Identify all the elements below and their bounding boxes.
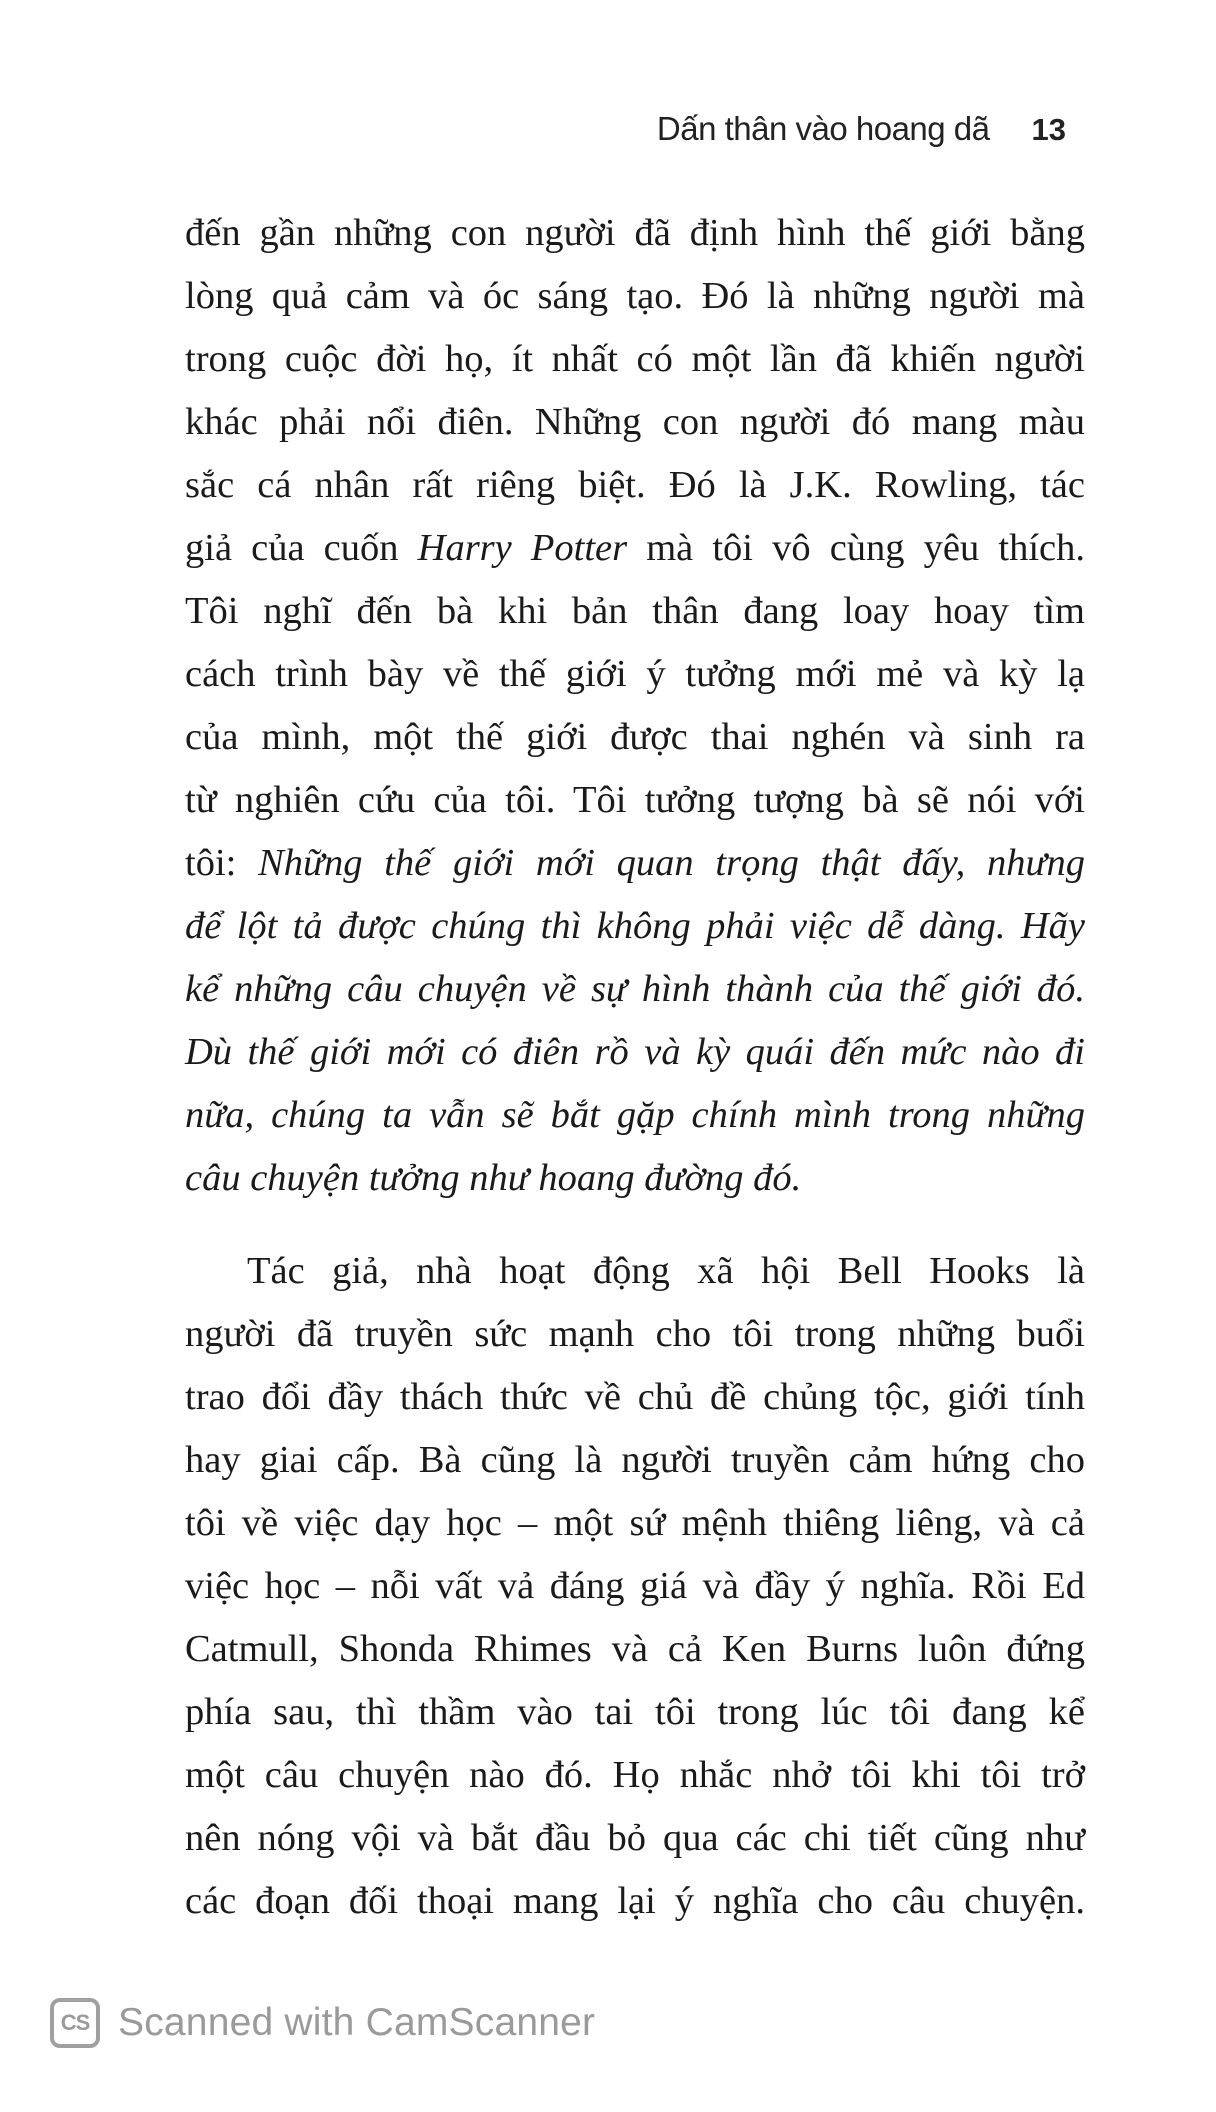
italic-quote-line: nữa, chúng ta vẫn sẽ bắt gặp chính mình trong những bbox=[185, 1094, 1085, 1136]
text-line bbox=[185, 832, 1085, 895]
text-line: Catmull, Shonda Rhimes và cả Ken Burns luôn đứng bbox=[185, 1628, 1085, 1670]
italic-quote-line: Dù thế giới mới có điên rồ và kỳ quái đến mức nào đi bbox=[185, 1031, 1085, 1073]
watermark-text: Scanned with CamScanner bbox=[118, 2001, 596, 2044]
text-line: việc học – nỗi vất vả đáng giá và đầy ý nghĩa. Rồi Ed bbox=[185, 1565, 1085, 1607]
italic-quote-line: câu chuyện tưởng như hoang đường đó. bbox=[185, 1157, 802, 1199]
text-line: Tôi nghĩ đến bà khi bản thân đang loay hoay tìm bbox=[185, 590, 1085, 632]
body-text bbox=[185, 202, 1085, 1933]
text-line: của mình, một thế giới được thai nghén và sinh ra bbox=[185, 716, 1085, 758]
camscanner-watermark bbox=[50, 1998, 595, 2048]
text-line: phía sau, thì thầm vào tai tôi trong lúc tôi đang kể bbox=[185, 1691, 1085, 1733]
running-head bbox=[657, 110, 1066, 148]
text-line: các đoạn đối thoại mang lại ý nghĩa cho câu chuyện. bbox=[185, 1880, 1085, 1922]
text-line bbox=[185, 517, 1085, 580]
running-title: Dấn thân vào hoang dã bbox=[656, 110, 990, 147]
italic-quote-start: Những thế giới mới quan trọng thật đấy, nhưng bbox=[258, 842, 1086, 884]
italic-quote-line: kể những câu chuyện về sự hình thành của thế giới đó. bbox=[185, 968, 1085, 1010]
page-number: 13 bbox=[1031, 112, 1066, 147]
text-line: khác phải nổi điên. Những con người đó mang màu bbox=[185, 401, 1085, 443]
text-line: sắc cá nhân rất riêng biệt. Đó là J.K. Rowling, tác bbox=[185, 464, 1085, 506]
text-run: mà tôi vô cùng yêu thích. bbox=[627, 527, 1085, 569]
text-line: người đã truyền sức mạnh cho tôi trong những buổi bbox=[185, 1313, 1085, 1355]
italic-quote-line: để lột tả được chúng thì không phải việc dễ dàng. Hãy bbox=[185, 905, 1085, 947]
text-run: giả của cuốn bbox=[185, 527, 418, 569]
book-title-harry-potter: Harry Potter bbox=[417, 527, 628, 569]
text-line: nên nóng vội và bắt đầu bỏ qua các chi tiết cũng như bbox=[185, 1817, 1085, 1859]
text-run: tôi: bbox=[185, 842, 259, 884]
text-line: cách trình bày về thế giới ý tưởng mới mẻ và kỳ lạ bbox=[185, 653, 1085, 695]
text-line: Tác giả, nhà hoạt động xã hội Bell Hooks là bbox=[247, 1250, 1085, 1292]
camscanner-logo-icon: CS bbox=[50, 1998, 100, 2048]
text-line: trao đổi đầy thách thức về chủ đề chủng tộc, giới tính bbox=[185, 1376, 1085, 1418]
text-line: đến gần những con người đã định hình thế giới bằng bbox=[185, 212, 1085, 254]
text-line: một câu chuyện nào đó. Họ nhắc nhở tôi khi tôi trở bbox=[185, 1754, 1085, 1796]
text-line: từ nghiên cứu của tôi. Tôi tưởng tượng bà sẽ nói với bbox=[185, 779, 1085, 821]
text-line: hay giai cấp. Bà cũng là người truyền cảm hứng cho bbox=[185, 1439, 1085, 1481]
text-line: tôi về việc dạy học – một sứ mệnh thiêng liêng, và cả bbox=[185, 1502, 1085, 1544]
text-line: lòng quả cảm và óc sáng tạo. Đó là những người mà bbox=[185, 275, 1085, 317]
text-line: trong cuộc đời họ, ít nhất có một lần đã khiến người bbox=[185, 338, 1085, 380]
paragraph-gap bbox=[185, 1210, 1085, 1240]
